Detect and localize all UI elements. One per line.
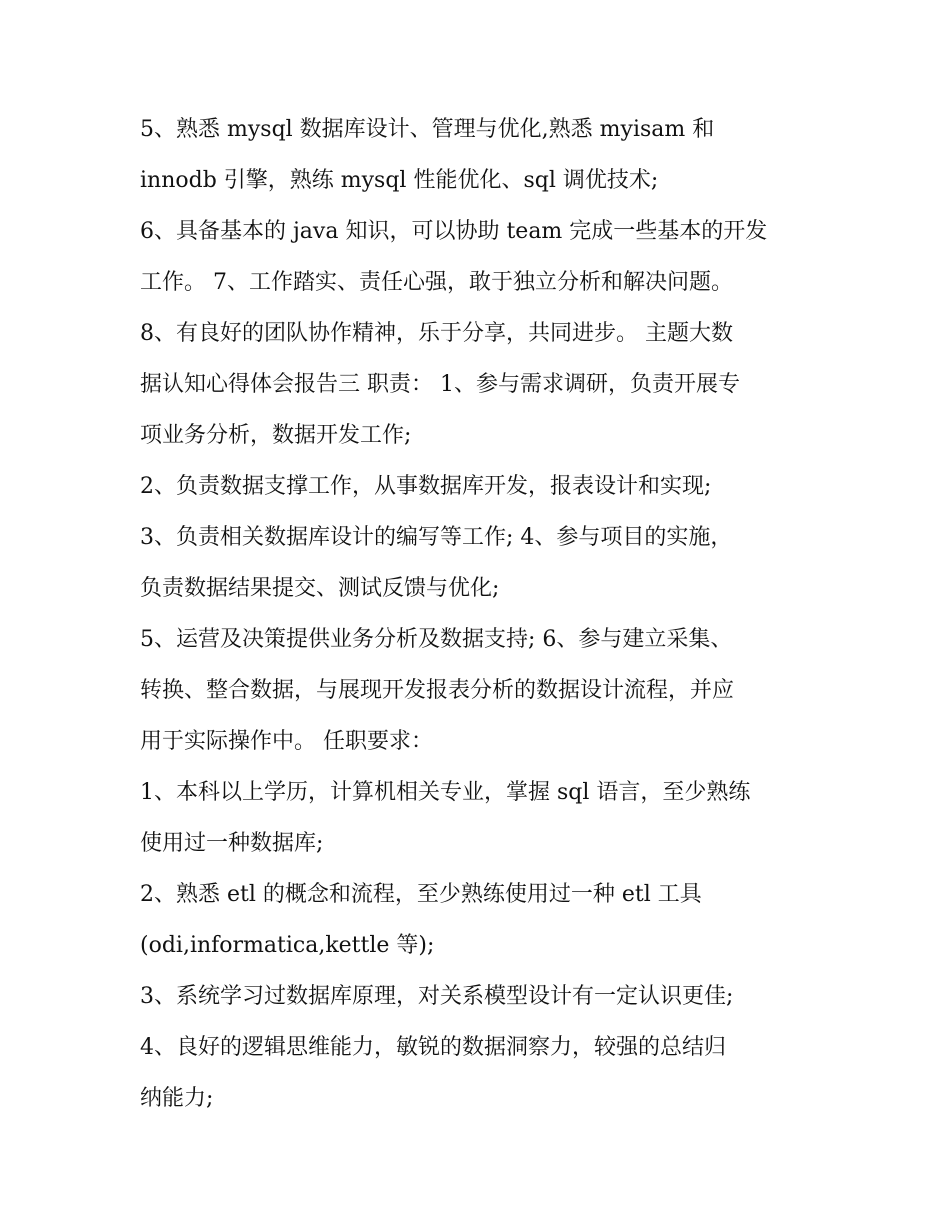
text-line: 5、熟悉 mysql 数据库设计、管理与优化,熟悉 myisam 和: [140, 117, 715, 142]
text-line: innodb 引擎，熟练 mysql 性能优化、sql 调优技术;: [140, 168, 659, 193]
text-line: 负责数据结果提交、测试反馈与优化;: [140, 576, 500, 601]
text-line: 1、本科以上学历，计算机相关专业，掌握 sql 语言，至少熟练: [140, 780, 751, 805]
text-line: 5、运营及决策提供业务分析及数据支持; 6、参与建立采集、: [140, 627, 733, 652]
text-line: (odi,informatica,kettle 等);: [140, 933, 435, 958]
text-line: 6、具备基本的 java 知识，可以协助 team 完成一些基本的开发: [140, 219, 768, 244]
text-line: 纳能力;: [140, 1086, 214, 1111]
text-line: 据认知心得体会报告三 职责： 1、参与需求调研，负责开展专: [140, 372, 740, 397]
text-line: 使用过一种数据库;: [140, 831, 324, 856]
text-line: 2、熟悉 etl 的概念和流程，至少熟练使用过一种 etl 工具: [140, 882, 702, 907]
text-line: 项业务分析，数据开发工作;: [140, 423, 412, 448]
text-line: 2、负责数据支撑工作，从事数据库开发，报表设计和实现;: [140, 474, 712, 499]
body-text: [140, 104, 830, 1124]
text-line: 4、良好的逻辑思维能力，敏锐的数据洞察力，较强的总结归: [140, 1035, 726, 1060]
text-line: 3、系统学习过数据库原理，对关系模型设计有一定认识更佳;: [140, 984, 734, 1009]
text-line: 3、负责相关数据库设计的编写等工作; 4、参与项目的实施，: [140, 525, 733, 550]
text-line: 工作。 7、工作踏实、责任心强，敢于独立分析和解决问题。: [140, 270, 733, 295]
text-line: 用于实际操作中。 任职要求：: [140, 729, 433, 754]
text-line: 转换、整合数据，与展现开发报表分析的数据设计流程，并应: [140, 678, 735, 703]
text-line: 8、有良好的团队协作精神，乐于分享，共同进步。 主题大数: [140, 321, 733, 346]
